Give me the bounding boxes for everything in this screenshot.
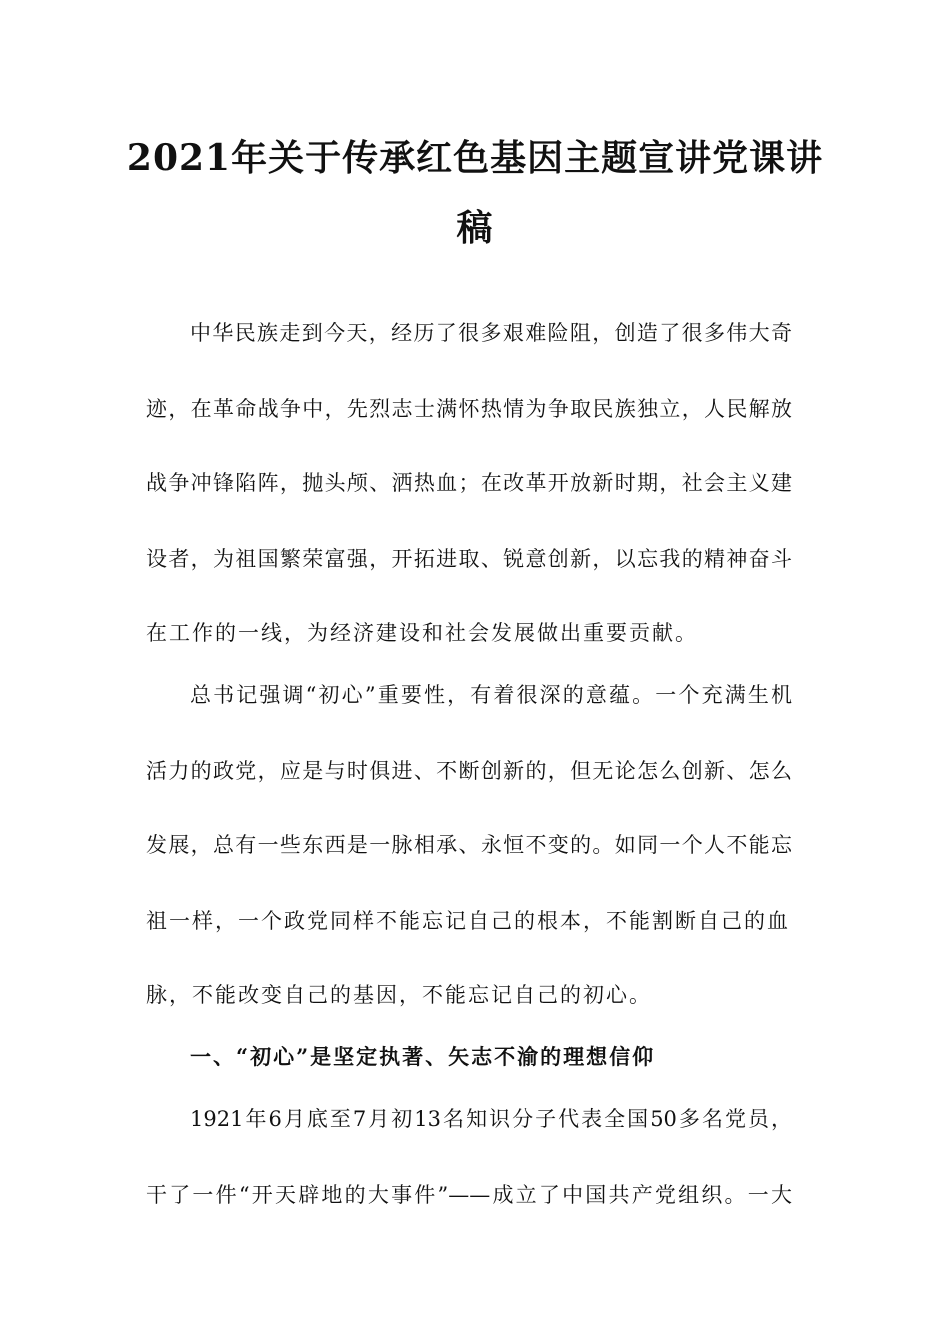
section-heading-1: 一、“初心”是坚定执著、矢志不渝的理想信仰 <box>190 1044 656 1069</box>
paragraph-2-line-2: 活力的政党，应是与时俱进、不断创新的，但无论怎么创新、怎么 <box>146 759 792 783</box>
document-title-line-2: 稿 <box>456 207 494 249</box>
paragraph-1-line-4: 设者，为祖国繁荣富强，开拓进取、锐意创新，以忘我的精神奋斗 <box>146 547 792 571</box>
document-title-line-1: 2021年关于传承红色基因主题宣讲党课讲 <box>126 137 824 179</box>
paragraph-1-line-5: 在工作的一线，为经济建设和社会发展做出重要贡献。 <box>146 621 698 645</box>
paragraph-2-line-3: 发展，总有一些东西是一脉相承、永恒不变的。如同一个人不能忘 <box>146 833 792 857</box>
paragraph-2-line-1: 总书记强调“初心”重要性，有着很深的意蕴。一个充满生机 <box>190 683 792 707</box>
paragraph-2-line-4: 祖一样，一个政党同样不能忘记自己的根本，不能割断自己的血 <box>146 909 790 933</box>
paragraph-1-line-3: 战争冲锋陷阵，抛头颅、洒热血；在改革开放新时期，社会主义建 <box>146 471 792 495</box>
paragraph-2-line-5: 脉，不能改变自己的基因，不能忘记自己的初心。 <box>146 983 652 1007</box>
paragraph-3-line-2: 干了一件“开天辟地的大事件”——成立了中国共产党组织。一大 <box>146 1183 792 1207</box>
paragraph-1-line-2: 迹，在革命战争中，先烈志士满怀热情为争取民族独立，人民解放 <box>146 397 792 421</box>
paragraph-3-line-1: 1921年6月底至7月初13名知识分子代表全国50多名党员， <box>190 1107 792 1131</box>
paragraph-1-line-1: 中华民族走到今天，经历了很多艰难险阻，创造了很多伟大奇 <box>190 321 792 345</box>
